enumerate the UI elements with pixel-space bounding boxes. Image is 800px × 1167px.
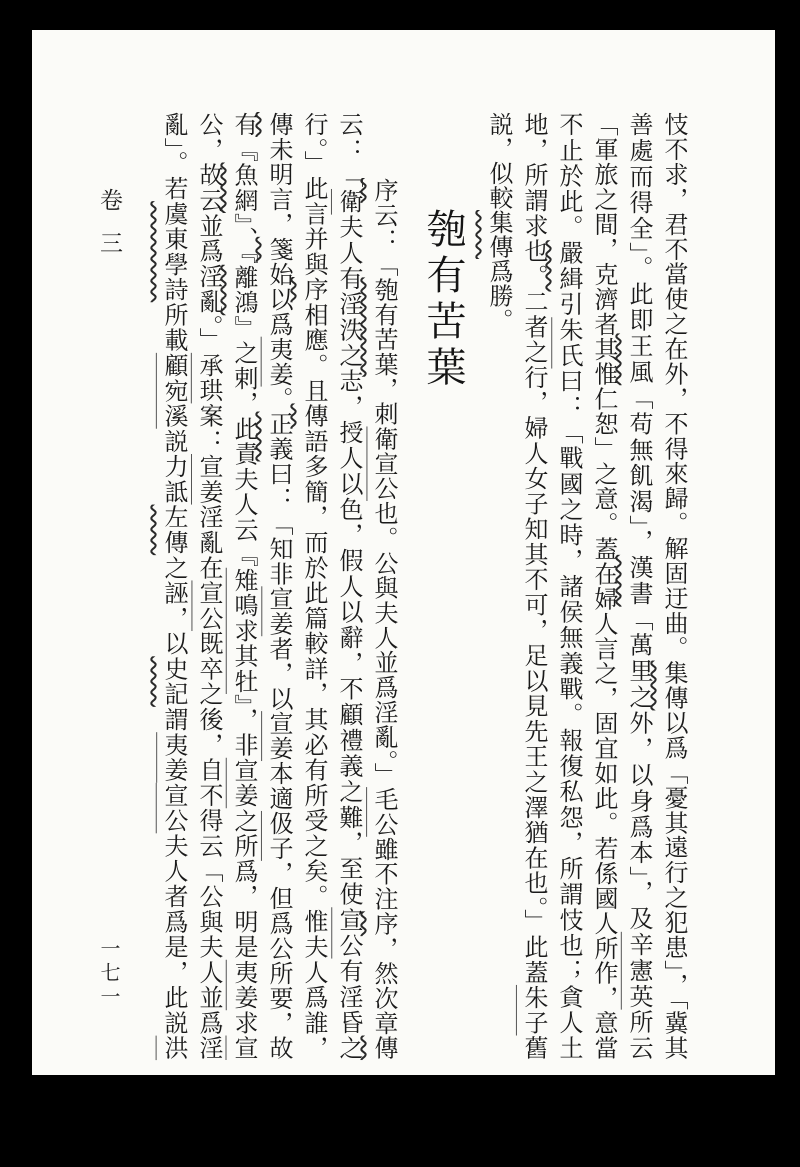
proper-name-mark: 顧宛溪	[160, 352, 186, 429]
proper-name-mark: 宣姜	[265, 711, 291, 762]
text-run: 求	[230, 1010, 256, 1036]
text-run: 「軍旅之間，克濟者其惟仁恕」之意。蓋在婦人言之，固宜如此。若係國人所作，意當	[590, 112, 616, 1060]
book-page	[32, 30, 775, 1075]
text-run: 本適	[265, 761, 291, 811]
text-run: ，然次章	[370, 936, 396, 1036]
text-run: 「萬里之外，以身爲本」，及	[625, 606, 651, 932]
text-run: 』之剌，此責夫人云『	[230, 315, 256, 568]
text-run: 説，似較	[485, 112, 511, 210]
book-title-mark: 王風	[625, 333, 651, 386]
text-run: 之所爲，明是	[230, 808, 256, 960]
text-column	[260, 112, 295, 1060]
book-title-mark: 史記	[160, 656, 186, 707]
text-run: 善處而得全」。此即	[625, 112, 651, 334]
text-column	[225, 112, 260, 1060]
proper-name-mark: 朱子	[520, 984, 546, 1036]
book-title-mark: 正義	[265, 411, 291, 462]
proper-name-mark: 宣公	[335, 907, 361, 959]
text-run: 舊	[520, 1035, 546, 1061]
text-run: 相應。且	[300, 302, 326, 404]
text-run: 案：	[195, 403, 221, 454]
proper-name-mark: 宣	[230, 1035, 256, 1060]
proper-name-mark: 辛憲英	[625, 931, 651, 1010]
book-title-mark: 序	[370, 911, 396, 937]
book-title-mark: 傳	[300, 403, 326, 429]
proper-name-mark: 毛公	[370, 787, 396, 837]
book-title-mark: 虞東學詩	[160, 201, 186, 303]
text-run: 。	[265, 386, 291, 412]
text-run: 曰：「戰國之時，諸侯無義戰。報復私怨，所謂忮也；貪人土	[555, 368, 581, 1061]
book-title-mark: 離鴻	[230, 264, 256, 316]
text-run: 忮不求，君不當使之在外，不得來歸。解固迂曲。	[660, 112, 686, 661]
text-run: ，刺	[370, 376, 396, 427]
text-column	[480, 112, 515, 1060]
text-run: 地，所謂求也。二者之行，婦人女子知其不可，足以見先王之澤猶在也。」此蓋	[520, 112, 546, 985]
proper-name-mark: 雉鳴求其牡	[230, 567, 256, 694]
text-run: 「苟無飢渴」，	[625, 385, 651, 555]
text-run: 之誣，以	[160, 555, 186, 657]
text-run: 未明言，	[265, 136, 291, 237]
text-run: 引	[555, 291, 581, 318]
text-column	[550, 112, 585, 1060]
text-column	[515, 112, 550, 1060]
book-title-mark: 嚴緝	[555, 240, 581, 292]
proper-name-mark: 夷姜	[160, 732, 186, 783]
text-run: 也。公與夫人並爲淫亂。」	[370, 500, 396, 788]
text-column	[190, 112, 225, 1060]
book-title-mark: 傳	[370, 1035, 396, 1061]
proper-name-mark: 洪	[160, 1035, 186, 1061]
text-run: 』，非	[230, 694, 256, 758]
text-run: 行。」此言并與	[300, 112, 326, 277]
text-run: 説力詆	[160, 428, 186, 505]
book-title-mark: 魚網	[230, 162, 256, 213]
book-title-mark: 箋	[265, 236, 291, 262]
text-run: 謂	[160, 706, 186, 733]
text-run: 云：「	[335, 112, 361, 189]
text-run: 爲勝。	[485, 259, 511, 333]
text-run: 所云	[625, 1009, 651, 1061]
text-run: 者，以	[265, 636, 291, 712]
text-column	[295, 112, 330, 1060]
text-run: 亂」。若	[160, 112, 186, 202]
text-run: 』、『	[230, 213, 256, 265]
text-run: 淫亂在	[195, 504, 221, 581]
text-run: 公，故云並爲淫亂。」	[195, 112, 221, 353]
proper-name-mark: 朱氏	[555, 317, 581, 369]
proper-name-mark: 夷姜	[230, 959, 256, 1011]
proper-name-mark: 衛宣公	[370, 426, 396, 501]
book-title-mark: 序	[370, 178, 396, 203]
text-run: 曰：「知非	[265, 461, 291, 587]
text-column	[620, 112, 655, 1060]
text-run: 以爲「憂其遠行之犯患」，「冀其	[660, 710, 686, 1061]
text-run: 語多簡，而於此篇較詳，其必有所受之矣。惟夫人爲誰，	[300, 428, 326, 1061]
text-run: 雖不注	[370, 836, 396, 912]
page-number: 一七一	[97, 938, 119, 1010]
book-title-mark: 傳	[265, 112, 291, 137]
text-column	[330, 112, 365, 1060]
book-title-mark: 匏有苦葉	[370, 277, 396, 377]
text-run: 不止於此。	[555, 112, 581, 241]
text-run: 有淫昏之	[335, 958, 361, 1061]
proper-name-mark: 宣公	[160, 782, 186, 834]
text-run: 始以爲	[265, 261, 291, 337]
poem-title: 匏有苦葉	[421, 208, 466, 392]
text-run: 所載	[160, 302, 186, 353]
proper-name-mark: 承珙	[195, 352, 221, 404]
book-title-mark: 集傳	[485, 210, 511, 259]
text-run: ，但爲公所要，故	[265, 860, 291, 1061]
text-run: 既卒之後，自不得云「公與夫人並爲淫	[195, 631, 221, 1061]
main-text	[155, 112, 690, 1060]
proper-name-mark: 宣公	[195, 580, 221, 632]
book-title-mark: 左傳	[160, 504, 186, 556]
text-run: 夫人有淫泆之志，授人以色，假人以辭，不顧禮義之難，至使	[335, 214, 361, 908]
proper-name-mark: 宣姜	[265, 586, 291, 637]
text-run: 有『	[230, 112, 256, 163]
text-column	[585, 112, 620, 1060]
proper-name-mark: 衛	[335, 188, 361, 215]
book-title-mark: 漢書	[625, 554, 651, 607]
text-column	[155, 112, 190, 1060]
text-run: 夫人者爲是，此説	[160, 833, 186, 1036]
book-title-mark: 集傳	[660, 660, 686, 711]
proper-name-mark: 夷姜	[265, 336, 291, 387]
proper-name-mark: 伋子	[265, 810, 291, 861]
book-title-mark: 序	[300, 277, 326, 303]
text-column	[365, 112, 400, 1060]
proper-name-mark: 宣姜	[230, 757, 256, 809]
proper-name-mark: 宣姜	[195, 454, 221, 505]
text-column	[655, 112, 690, 1060]
volume-label: 卷三	[97, 188, 122, 274]
text-run: 云：「	[370, 202, 396, 278]
